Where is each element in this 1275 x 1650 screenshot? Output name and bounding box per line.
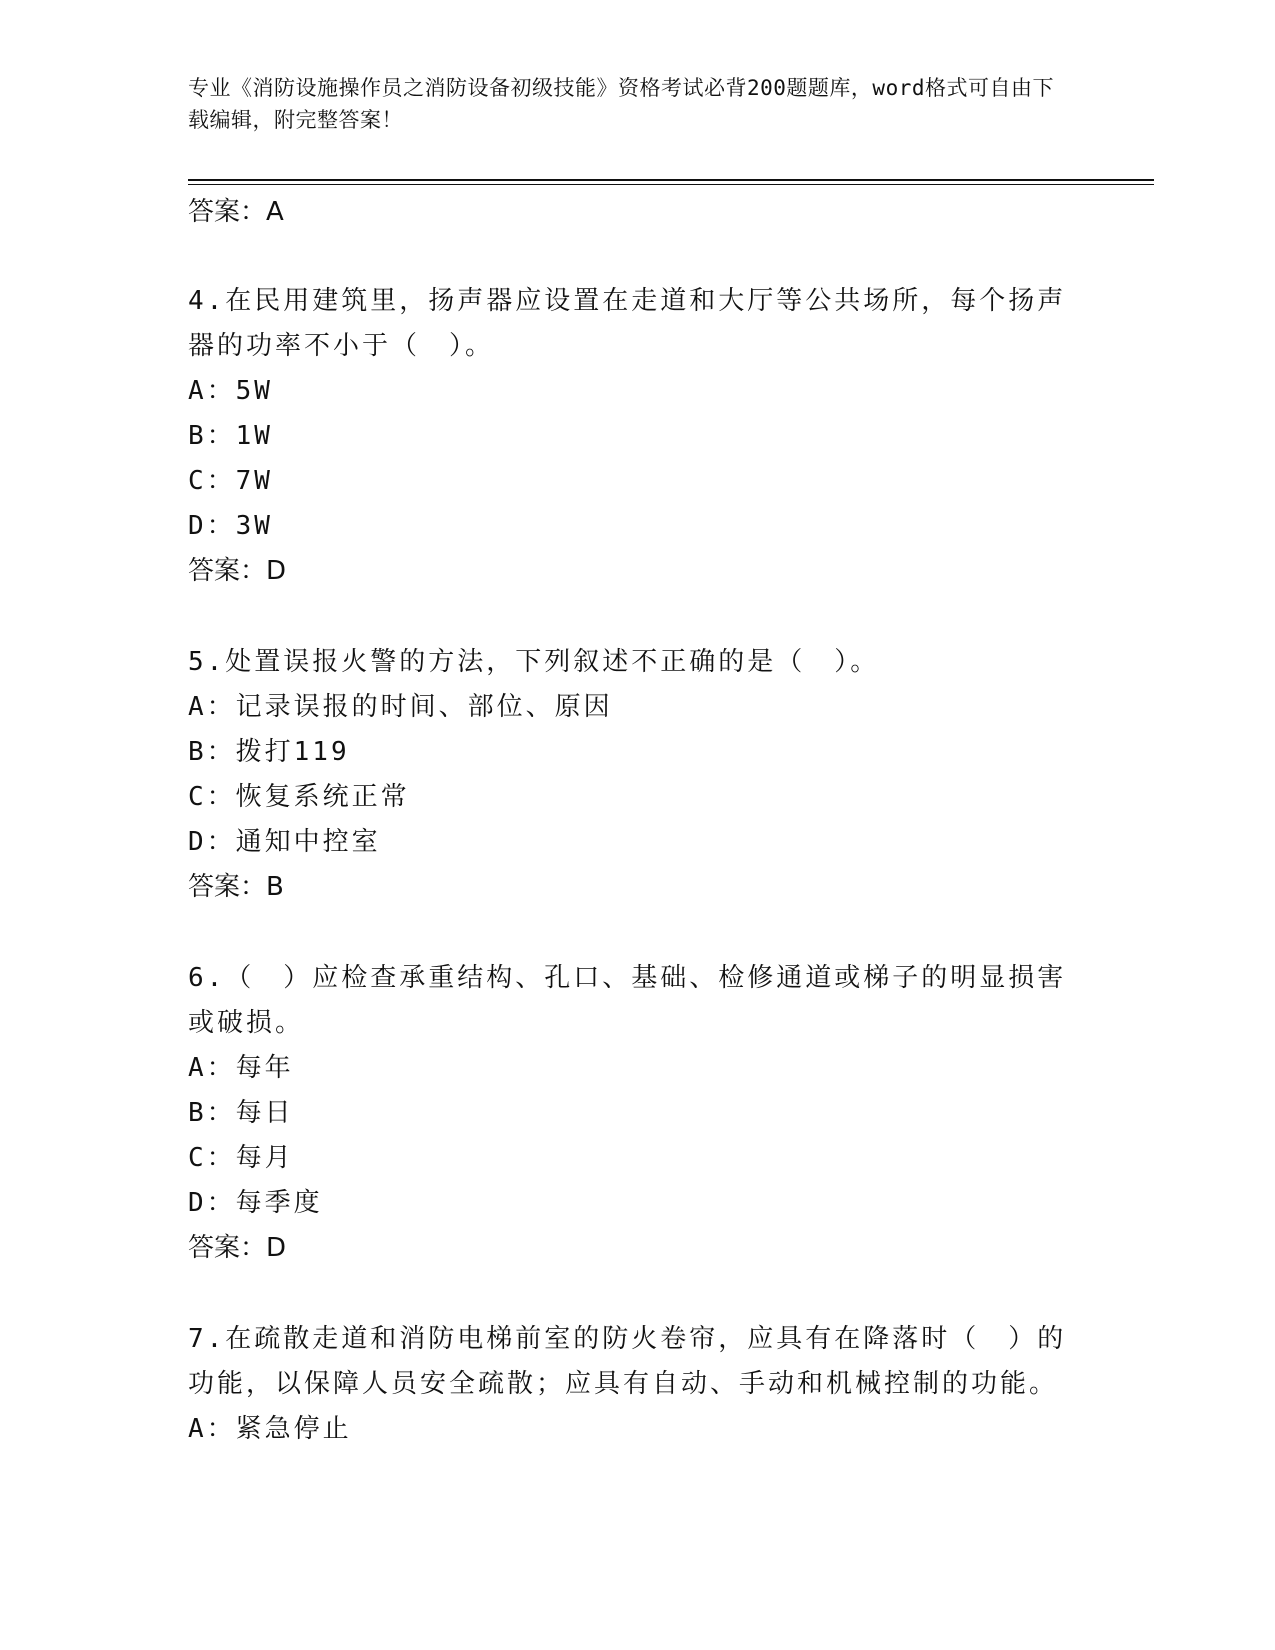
question-block: [188, 1317, 1088, 1452]
option-b: B：1W: [188, 421, 273, 451]
option-c: C：7W: [188, 466, 273, 496]
question-block: [188, 956, 1088, 1271]
option-b: B：每日: [188, 1098, 294, 1128]
option-c: C：每月: [188, 1143, 294, 1173]
option-d: D：每季度: [188, 1188, 323, 1218]
question-text: 4.在民用建筑里，扬声器应设置在走道和大厅等公共场所，每个扬声器的功率不小于（ ）。: [188, 286, 1067, 361]
question-block: [188, 640, 1088, 910]
answer-line: 答案：D: [188, 1233, 287, 1263]
option-d: D：3W: [188, 511, 273, 541]
option-a: A：5W: [188, 376, 273, 406]
header-divider-thick: [188, 179, 1154, 181]
question-list: [188, 190, 1088, 1452]
option-d: D：通知中控室: [188, 827, 381, 857]
option-a: A：每年: [188, 1053, 294, 1083]
question-text: 6.（ ）应检查承重结构、孔口、基础、检修通道或梯子的明显损害或破损。: [188, 963, 1067, 1038]
answer-line: 答案：D: [188, 556, 287, 586]
option-b: B：拨打119: [188, 737, 350, 767]
question-text: 7.在疏散走道和消防电梯前室的防火卷帘，应具有在降落时（ ）的功能，以保障人员安全疏散；应具有自动、手动和机械控制的功能。: [188, 1324, 1067, 1399]
option-c: C：恢复系统正常: [188, 782, 410, 812]
header-divider-thin: [188, 184, 1154, 185]
answer-line: 答案：A: [188, 197, 284, 227]
question-block: [188, 279, 1088, 594]
question-text: 5.处置误报火警的方法，下列叙述不正确的是（ ）。: [188, 647, 880, 677]
option-a: A：记录误报的时间、部位、原因: [188, 692, 613, 722]
answer-line: 答案：B: [188, 872, 284, 902]
option-a: A：紧急停止: [188, 1414, 352, 1444]
document-header: 专业《消防设施操作员之消防设备初级技能》资格考试必背200题题库，word格式可自由下载编辑，附完整答案！: [188, 76, 1054, 132]
